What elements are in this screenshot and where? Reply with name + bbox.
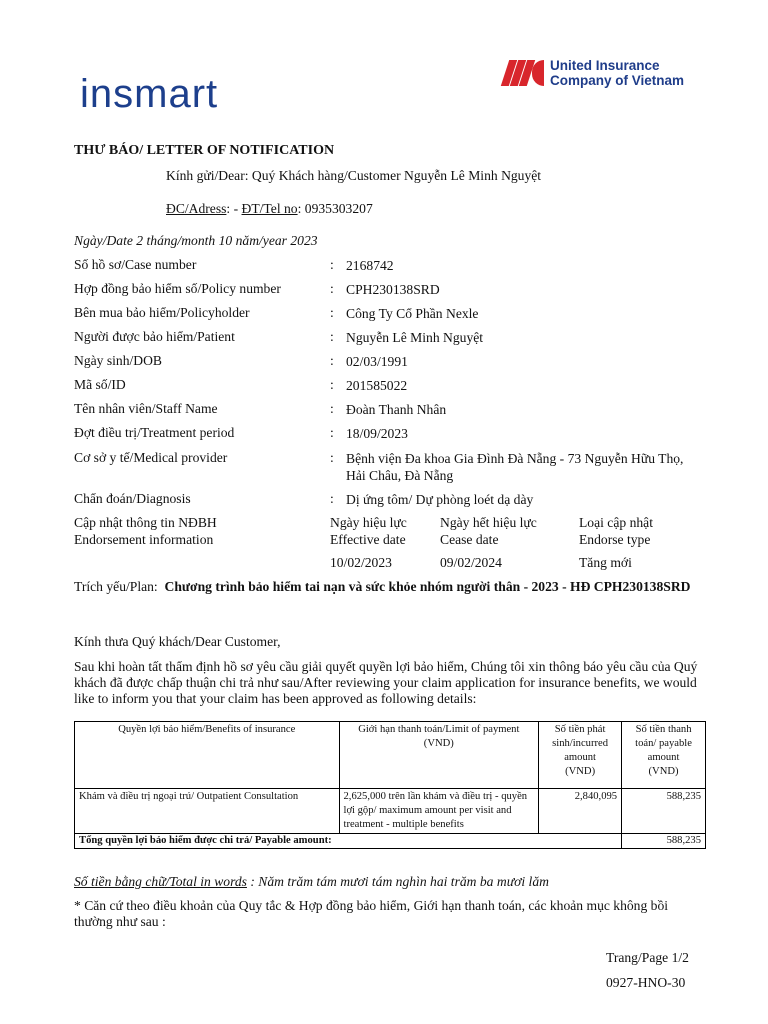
table-total-row [75, 834, 706, 849]
field-value: CPH230138SRD [346, 282, 440, 297]
address-label: ĐC/Adress [166, 201, 227, 216]
field-value: Dị ứng tôm/ Dự phòng loét dạ dày [346, 492, 534, 507]
cease-date-value: 09/02/2024 [440, 555, 502, 570]
field-label: Cơ sở y tế/Medical provider [74, 450, 228, 465]
field-value: Bệnh viện Đa khoa Gia Đình Đà Nẵng - 73 Nguyễn Hữu Thọ, Hải Châu, Đà Nẵng [346, 451, 684, 483]
letter-date: Ngày/Date 2 tháng/month 10 năm/year 2023 [74, 233, 318, 248]
page-number: Trang/Page 1/2 [606, 950, 689, 965]
letter-title: THƯ BÁO/ LETTER OF NOTIFICATION [74, 143, 335, 158]
tel-value: : 0935303207 [297, 201, 373, 216]
field-label: Đợt điều trị/Treatment period [74, 425, 235, 440]
words-label: Số tiền bằng chữ/Total in words [74, 874, 247, 889]
cell-benefit: Khám và điều trị ngoại trú/ Outpatient Consultation [75, 789, 340, 834]
endorsement-cease: Ngày hết hiệu lực Cease date 09/02/2024 [440, 515, 537, 570]
header-incurred: Số tiền phát sinh/incurred amount (VND) [539, 722, 622, 789]
field-value: Nguyễn Lê Minh Nguyệt [346, 330, 484, 345]
field-label: Tên nhân viên/Staff Name [74, 401, 218, 416]
greeting: Kính thưa Quý khách/Dear Customer, [74, 634, 281, 649]
field-value: Công Ty Cổ Phần Nexle [346, 306, 479, 321]
cell-payable: 588,235 [622, 789, 706, 834]
cell-limit: 2,625,000 trên lần khám và điều trị - quyền lợi gộp/ maximum amount per visit and treatment - multiple benefits [339, 789, 539, 834]
plan-line [74, 579, 694, 595]
field-value: 2168742 [346, 258, 394, 273]
uic-logo-text [550, 58, 684, 88]
plan-label: Trích yếu/Plan: [74, 579, 158, 594]
header-benefit: Quyền lợi bảo hiểm/Benefits of insurance [75, 722, 340, 789]
benefits-table [74, 721, 706, 849]
total-in-words [74, 874, 549, 890]
header-payable: Số tiền thanh toán/ payable amount (VND) [622, 722, 706, 789]
field-value: 201585022 [346, 378, 408, 393]
uic-logo-line2: Company of Vietnam [550, 73, 685, 88]
document-code: 0927-HNO-30 [606, 975, 686, 990]
total-label: Tổng quyền lợi bảo hiểm được chi trả/ Payable amount: [75, 834, 622, 849]
uic-mark-icon [505, 60, 544, 86]
insmart-logo-text: insmart [80, 72, 219, 116]
dear-line: Kính gửi/Dear: Quý Khách hàng/Customer Nguyễn Lê Minh Nguyệt [166, 168, 542, 183]
endorsement-effective: Ngày hiệu lực Effective date 10/02/2023 [330, 515, 407, 570]
endorse-type-value: Tăng mới [579, 555, 632, 570]
terms-note: * Căn cứ theo điều khoản của Quy tắc & Hợp đồng bảo hiểm, Giới hạn thanh toán, các khoản mục không bồi thường như sau : [74, 898, 669, 929]
field-label: Bên mua bảo hiểm/Policyholder [74, 305, 250, 320]
address-value: : - [226, 201, 242, 216]
table-header-row [75, 722, 706, 789]
header-limit: Giới hạn thanh toán/Limit of payment (VND) [339, 722, 539, 789]
table-row [75, 789, 706, 834]
field-label: Ngày sinh/DOB [74, 353, 162, 368]
field-value: Đoàn Thanh Nhân [346, 402, 447, 417]
uic-logo-line1: United Insurance [550, 58, 660, 73]
effective-date-value: 10/02/2023 [330, 555, 392, 570]
plan-value: Chương trình bảo hiểm tai nạn và sức khỏe nhóm người thân - 2023 - HĐ CPH230138SRD [164, 579, 691, 594]
endorsement-type: Loại cập nhật Endorse type Tăng mới [579, 515, 653, 570]
total-value: 588,235 [622, 834, 706, 849]
approval-paragraph: Sau khi hoàn tất thẩm định hồ sơ yêu cầu giải quyết quyền lợi bảo hiểm, Chúng tôi xin thông báo yêu cầu của Quý khách đã được chấp thuận chi trả như sau/After reviewing your claim application for insurance benefits, we would like to inform you that your claim has been approved as following details: [74, 659, 698, 706]
uic-logo [505, 58, 684, 88]
words-value: : Năm trăm tám mươi tám nghìn hai trăm ba mươi lăm [246, 874, 549, 889]
field-label: Chẩn đoán/Diagnosis [74, 491, 191, 506]
field-label: Người được bảo hiểm/Patient [74, 329, 235, 344]
field-label: Hợp đồng bảo hiểm số/Policy number [74, 281, 281, 296]
field-value: 02/03/1991 [346, 354, 408, 369]
field-label: Số hồ sơ/Case number [74, 257, 197, 272]
tel-label: ĐT/Tel no [241, 201, 298, 216]
address-line [166, 201, 373, 217]
cell-incurred: 2,840,095 [539, 789, 622, 834]
field-value: 18/09/2023 [346, 426, 408, 441]
insmart-logo [80, 74, 218, 114]
endorsement-label: Cập nhật thông tin NĐBH Endorsement information [74, 515, 217, 547]
field-label: Mã số/ID [74, 377, 126, 392]
